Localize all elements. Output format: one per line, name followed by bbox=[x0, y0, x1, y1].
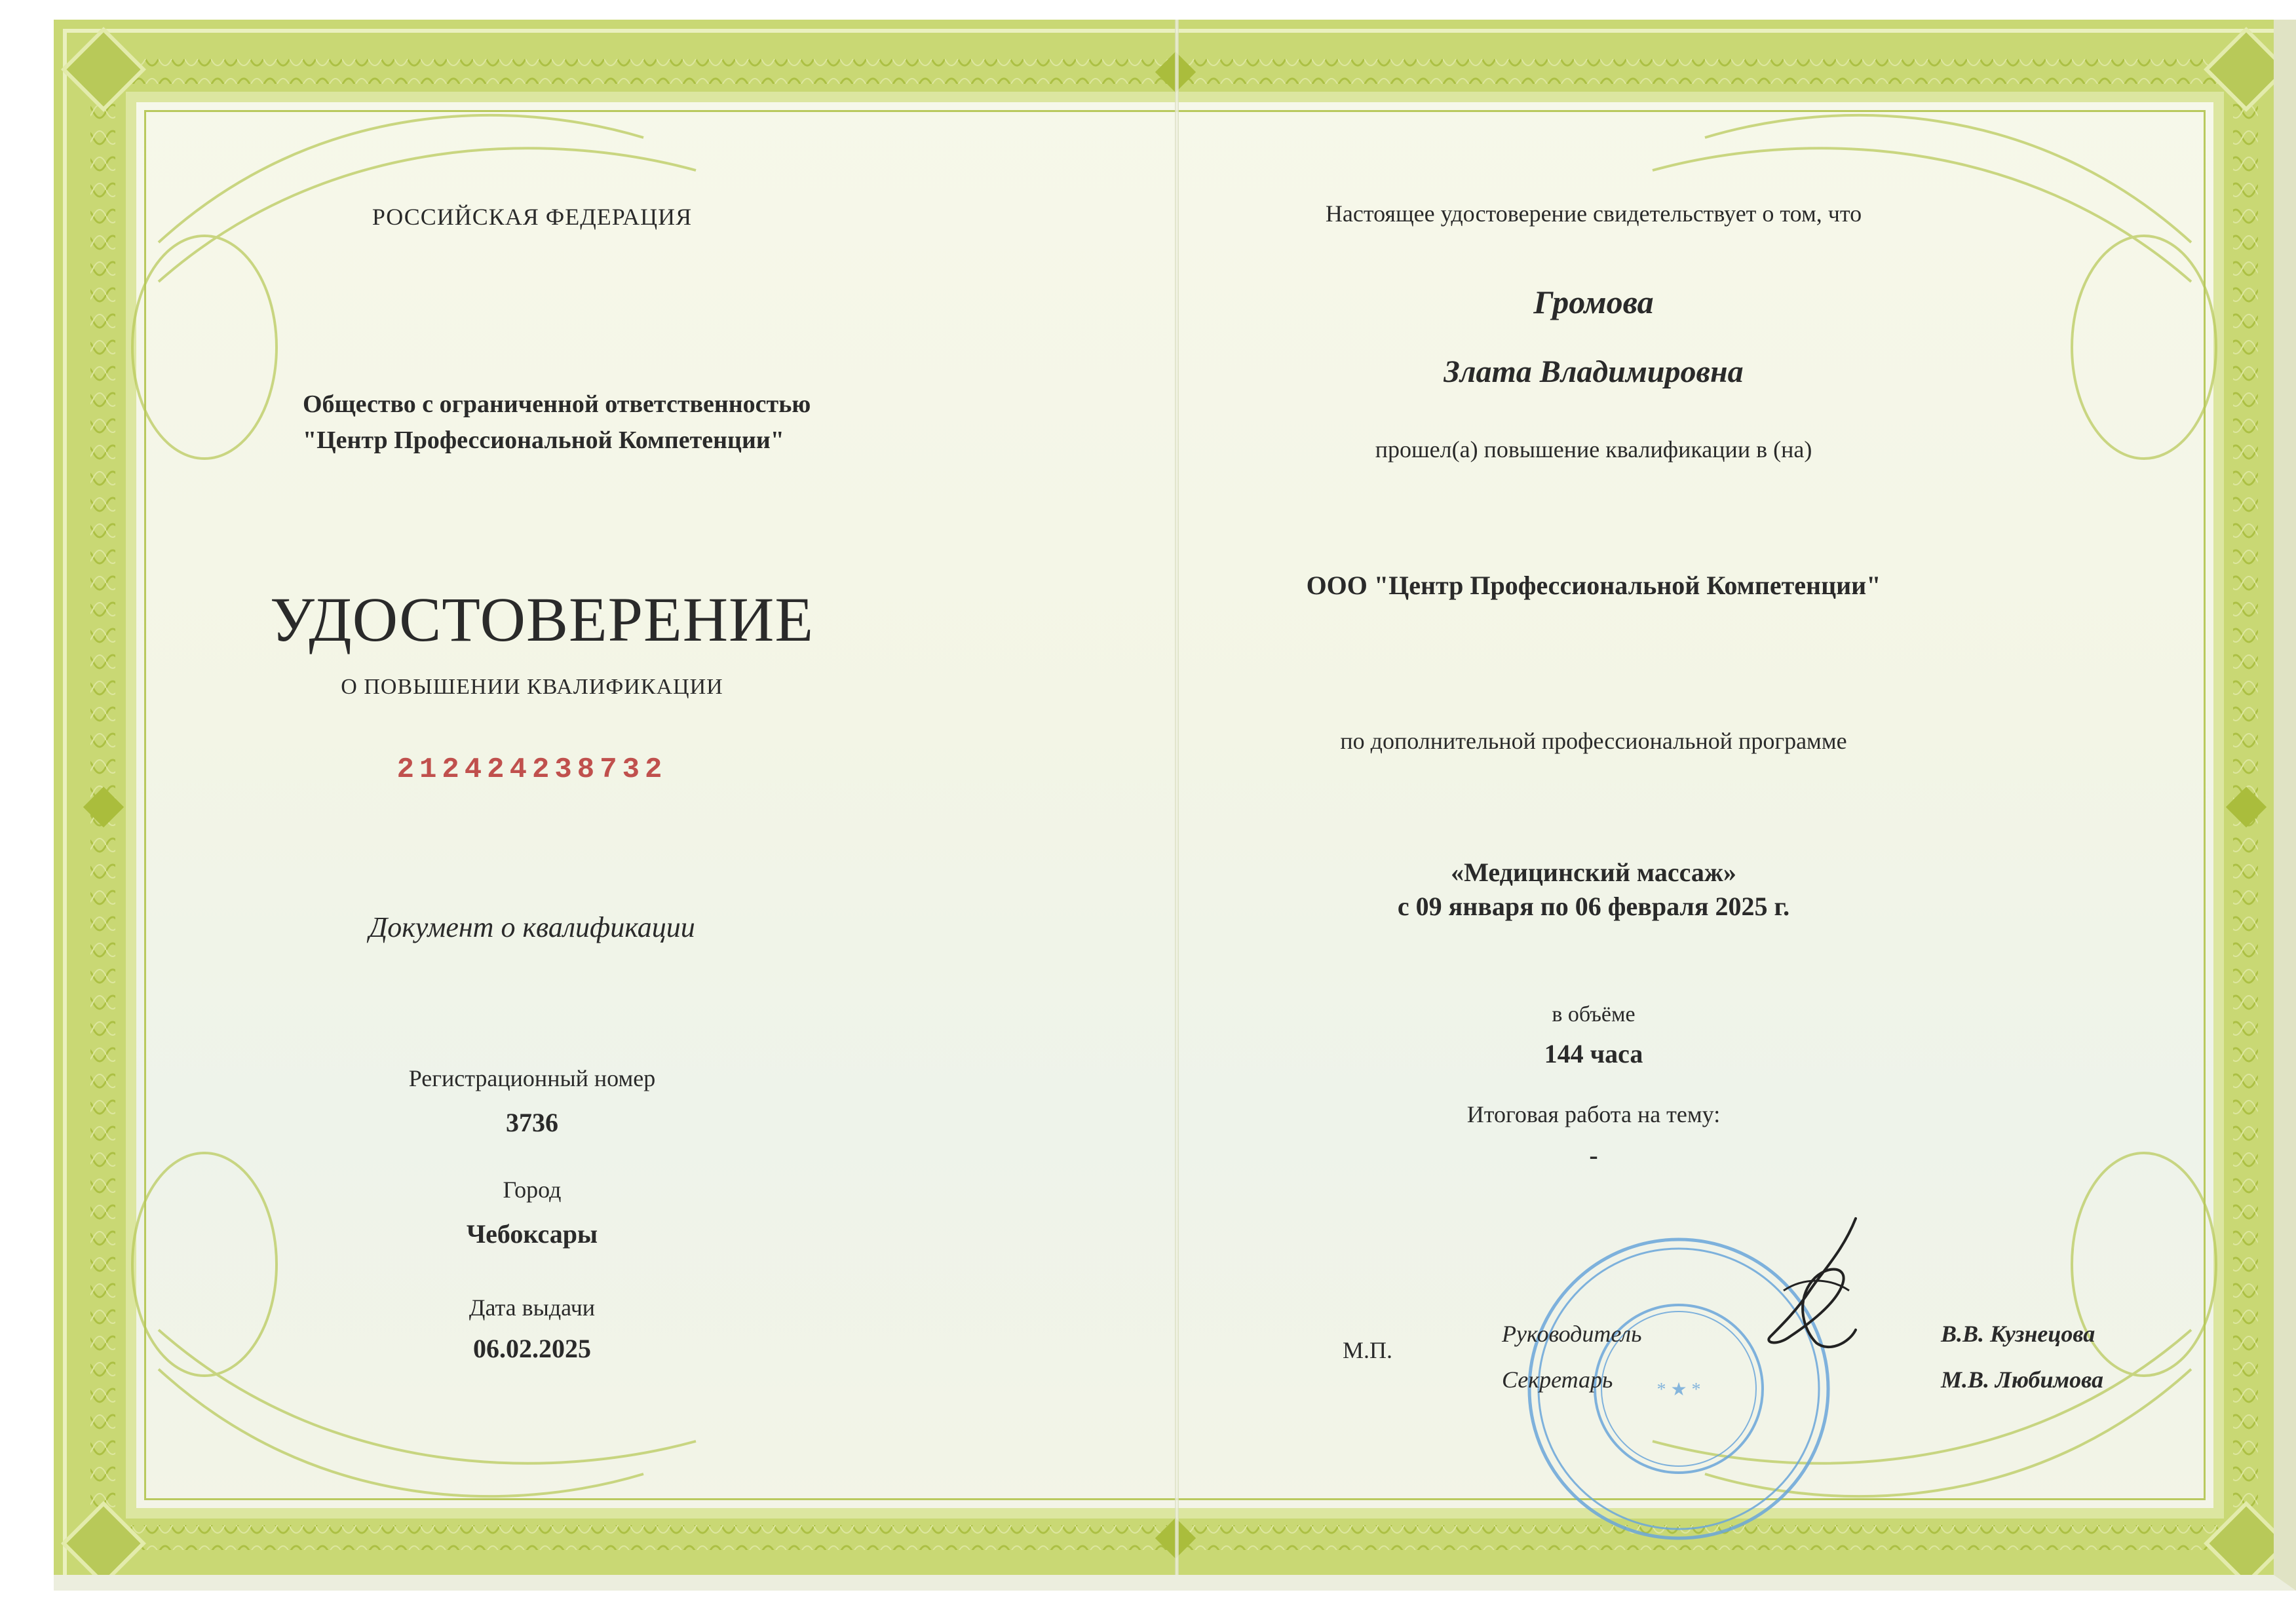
final-work-label: Итоговая работа на тему: bbox=[1466, 1101, 1721, 1127]
volume-value: 144 часа bbox=[1544, 1039, 1643, 1068]
program-intro: по дополнительной профессиональной программе bbox=[1340, 728, 1847, 754]
seal-place-label: М.П. bbox=[1342, 1337, 1392, 1363]
holder-given-names: Злата Владимировна bbox=[1444, 354, 1744, 389]
intro-text: Настоящее удостоверение свидетельствует о том, что bbox=[1325, 200, 1862, 227]
program-period: с 09 января по 06 февраля 2025 г. bbox=[1397, 892, 1790, 921]
registration-number: 3736 bbox=[506, 1108, 558, 1137]
secretary-name: М.В. Любимова bbox=[1941, 1367, 2104, 1393]
head-name: В.В. Кузнецова bbox=[1941, 1321, 2095, 1347]
certificate-scan bbox=[54, 20, 2296, 1591]
issue-date-label: Дата выдачи bbox=[469, 1294, 596, 1321]
final-work-value: - bbox=[1589, 1141, 1598, 1170]
volume-label: в объёме bbox=[1552, 1002, 1636, 1027]
organization-line-1: Общество с ограниченной ответственностью bbox=[303, 390, 811, 418]
document-title: УДОСТОВЕРЕНИЕ bbox=[270, 584, 814, 654]
svg-text:* ★ *: * ★ * bbox=[1656, 1380, 1701, 1400]
organization-line-2: "Центр Профессиональной Компетенции" bbox=[303, 426, 784, 454]
document-type: Документ о квалификации bbox=[369, 911, 695, 943]
program-name: «Медицинский массаж» bbox=[1451, 858, 1736, 887]
holder-surname: Громова bbox=[1533, 284, 1654, 320]
head-signature bbox=[1744, 1212, 1888, 1363]
country-heading: РОССИЙСКАЯ ФЕДЕРАЦИЯ bbox=[372, 204, 693, 230]
head-label: Руководитель bbox=[1502, 1321, 1642, 1347]
secretary-label: Секретарь bbox=[1502, 1367, 1613, 1393]
registration-label: Регистрационный номер bbox=[408, 1065, 656, 1091]
city-value: Чебоксары bbox=[466, 1219, 598, 1249]
document-subtitle: О ПОВЫШЕНИИ КВАЛИФИКАЦИИ bbox=[341, 675, 723, 699]
scan-edge-shadow bbox=[54, 20, 2296, 1591]
city-label: Город bbox=[503, 1177, 562, 1203]
passed-text: прошел(а) повышение квалификации в (на) bbox=[1375, 436, 1812, 463]
serial-number: 212424238732 bbox=[396, 753, 668, 786]
issue-date-value: 06.02.2025 bbox=[473, 1334, 591, 1363]
training-organization: ООО "Центр Профессиональной Компетенции" bbox=[1306, 571, 1881, 600]
